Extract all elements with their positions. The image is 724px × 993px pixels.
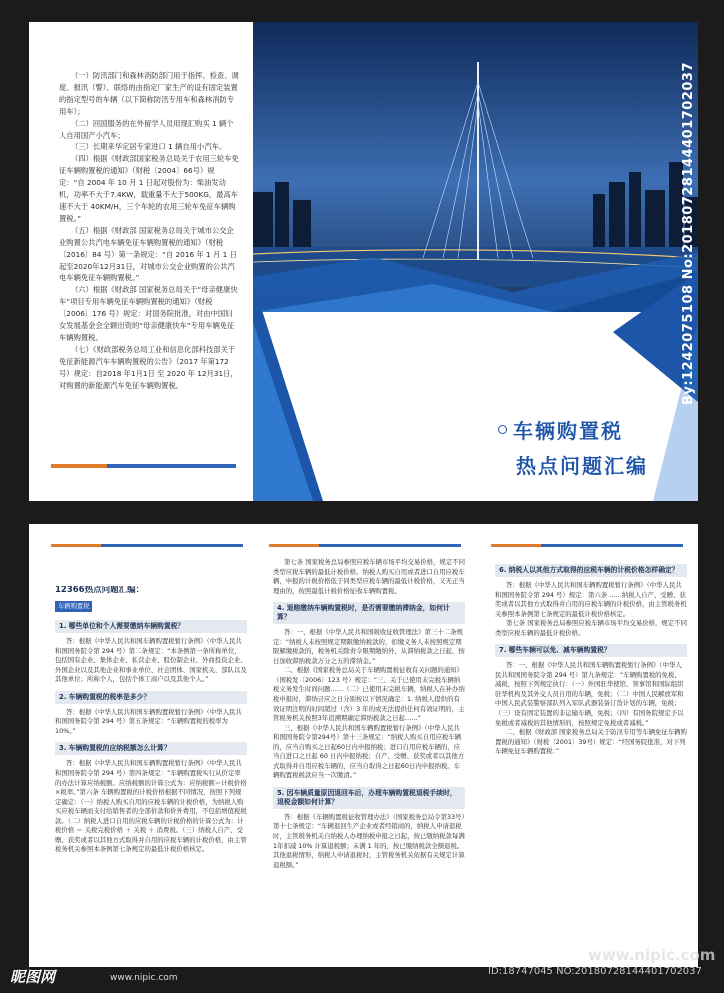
- faq-question: 1. 哪些单位和个人需要缴纳车辆购置税？: [55, 620, 247, 633]
- cover-watermark: By:1242075108 No:20180728144401702037: [681, 62, 696, 405]
- bullet-ring-icon: [498, 425, 507, 434]
- faq-answer: 答：根据《中华人民共和国车辆购置税暂行条例》（中华人民共和国国务院令第 294 号）第四条规定：“车辆购置税实行从价定率的办法计算应纳税额。应纳税额的计算公式为：应纳税额＝计税价格×税率。”第六条 车辆购置税的计税价格根据不同情况，按照下列规定确定：（一）纳税人购买自用的应税车辆的计税价格，为纳税人购买应税车辆而支付给销售者的全部价款和价外费用，不包括增值税税款。（二）纳税人进口自用的应税车辆的计税价格的计算公式为：计税价格 ＝ 关税完税价格 ＋ 关税 ＋ 消费税。（三）纳税人自产、受赠、获奖或者以其他方式取得并自用的应税车辆的计税价格，由主管税务机关参照本条例第七条规定的最低计税价格核定。: [55, 759, 247, 854]
- faq-answer: 答：一、根据《中华人民共和国车辆购置税暂行条例》（中华人民共和国国务院令第 294 号）第九条规定：“车辆购置税的免税、减税，按照下列规定执行：（一）外国驻华使馆、领事馆和国际组织驻华机构及其外交人员自用的车辆，免税；（二）中国人民解放军和中国人民武装警察部队列入军队武器装备订货计划的车辆，免税；（三）设有固定装置的非运输车辆，免税；（四）有国务院规定予以免税或者减税的其他情形的，按照规定免税或者减税。”: [495, 661, 684, 727]
- faq-answer: 答：根据《中华人民共和国车辆购置税暂行条例》（中华人民共和国国务院令第 294 号）第二条规定：“本条例第一条所称单位，包括国有企业、集体企业、私营企业、股份制企业、外商投资企业、外国企业以及其他企业和事业单位、社会团体、国家机关、部队以及其他单位；所称个人，包括个体工商户以及其他个人。”: [55, 637, 247, 684]
- faq-answer: 二、根据《国家税务总局关于车辆购置税征收有关问题的通知》（国税发〔2006〕123 号）规定：“三、关于已使用未完税车辆纳税义务发生时间问题……（二）已使用未完税车辆，纳税人在补办纳税申报时，滞纳금应之日分别按以下情况确定：1. 纳税人提供的有效证明注明的时间超过（含）3 年的或无法提供任何有效证明的，主管税务机关按照3年追溯期确定滞纳税款之日起……”: [273, 666, 465, 723]
- cover-title-line1: 车辆购置税: [513, 419, 623, 443]
- faq-header: 12366热点问题汇编：: [55, 586, 145, 595]
- faq-column-2: [273, 558, 465, 870]
- image-id-text: ID:18747045 NO:20180728144401702037: [488, 966, 702, 977]
- faq-column-1: [55, 586, 247, 855]
- faq-answer: 答：根据《中华人民共和国车辆购置税暂行条例》（中华人民共和国国务院令第 294 号）第五条规定：“车辆购置税的税率为10%。”: [55, 707, 242, 735]
- faq-question: 6. 纳税人以其他方式取得的应税车辆的计税价格怎样确定？: [495, 564, 687, 577]
- faq-question: 5. 因车辆质量原因退回车后，办理车辆购置税退税手续时，退税金额如何计算？: [273, 787, 465, 809]
- faq-question: 7. 哪些车辆可以免、减车辆购置税？: [495, 644, 687, 657]
- site-logo-url: www.nipic.com: [110, 973, 178, 983]
- site-logo: 昵图网: [10, 968, 56, 986]
- accent-strip: [51, 544, 243, 547]
- accent-strip: [491, 544, 683, 547]
- intro-paragraph: （七）《财政部税务总局工业和信息化部科技部关于免征新能源汽车车辆购置税的公告》（2017 年第172号）规定：自2018 年1月1日 至 2020 年 12月31日，对购置的新能源汽车免征车辆购置税。: [59, 344, 238, 390]
- brochure-back-panel: [29, 22, 253, 501]
- faq-answer: 第七条 国家税务总局参照应税车辆市场平均交易价格，规定不同类型应税车辆的最低计税价格。: [495, 619, 687, 637]
- faq-question: 4. 退赔缴纳车辆购置税时，是否需要缴纳滞纳金，如何计算？: [273, 602, 465, 624]
- intro-paragraph: （一）防汛部门和森林消防部门用于指挥、检查、调度、报汛（警）、联络的由指定厂家生产的设有固定装置的指定型号的车辆（以下简称防汛专用车和森林消防专用车）；: [59, 71, 239, 116]
- faq-answer: 第七条 国家税务总局参照应税车辆市场平均交易价格，规定不同类型应税车辆的最低计税价格。纳税人购买自用或者进口自用应税车辆，申报的计税价格低于同类型应税车辆的最低计税价格，又无正当理由的，按照最低计税价格征收车辆购置税。: [273, 558, 465, 595]
- intro-paragraph: （六）根据《财政部 国家税务总局关于“母亲健康快车”项目专用车辆免征车辆购置税的通知》（财税〔2006〕176 号）规定：对国务院批准，对由中国妇女发展基金会全额出资的“母亲健康快车”专用车辆免征车辆购置税。: [59, 285, 238, 342]
- faq-subheader: 车辆购置税: [55, 601, 92, 613]
- accent-strip: [51, 464, 236, 468]
- faq-answer: 答：一、根据《中华人民共和国税收征收管理法》第三十二条规定：“纳税人未按照规定期限缴纳税款的，扣缴义务人未按照规定期限解缴税款的，税务机关除责令限期缴纳外，从滞纳税款之日起，按日加收滞纳税款万分之五的滞纳金。”: [273, 628, 465, 665]
- intro-paragraph: （三）长期来华定居专家进口 1 辆自用小汽车。: [71, 142, 227, 152]
- cover-title-line2: 热点问题汇编: [516, 454, 648, 478]
- intro-paragraph: （二）回国服务的在外留学人员用现汇购买 1 辆个人自用国产小汽车；: [59, 118, 234, 140]
- intro-paragraph: （五）根据《财政部 国家税务总局关于城市公交企业购置公共汽电车辆免征车辆购置税的通知》（财税〔2016〕84 号）第一条规定：“自 2016 年 1 月 1 日起至2020年12月31日，对城市公交企业购置的公共汽电车辆免征车辆购置税。”: [59, 225, 237, 283]
- intro-paragraph: （四）根据《财政部国家税务总局关于农用三轮车免征车辆购置税的通知》（财税〔2004〕66号）规定：“自 2004 年 10 月 1 日起对股份为：柴油发动机，功率不大于7.4KW，载重量不大于500KG，最高车速不大于 40KM/H，三个车轮的农用三轮车免征车辆购置税。”: [59, 154, 239, 223]
- intro-text-block: [59, 70, 239, 391]
- cover-title: [498, 415, 648, 479]
- site-watermark: www.nipic.com: [588, 946, 716, 964]
- faq-answer: 答：根据《中华人民共和国车辆购置税暂行条例》（中华人民共和国国务院令第 294 号）规定：第六条 ……纳税人自产、受赠、获奖或者以其他方式取得并自用的应税车辆的计税价格，由主管税务机关参照本条例第七条规定的最低计税价格核定。: [495, 581, 687, 618]
- accent-strip: [269, 544, 461, 547]
- faq-answer: 三、根据《中华人民共和国车辆购置税暂行条例》（中华人民共和国国务院令第294号）第十三条规定：“纳税人购买自用应税车辆的，应当自购买之日起60日内申报纳税；进口自用应税车辆的，应当自进口之日起 60 日内申报纳税；自产、受赠、获奖或者以其他方式取得并自用应税车辆的，应当自取得之日起60日内申报纳税。车辆购置税税款应当一次缴清。”: [273, 723, 465, 780]
- faq-question: 2. 车辆购置税的税率是多少？: [55, 691, 247, 704]
- faq-column-3: [495, 558, 687, 757]
- brochure-inner-spread: [29, 524, 698, 967]
- faq-answer: 答：根据《车辆购置税征收管理办法》（国家税务总局令第33号）第十七条规定：“车辆退回生产企业或者经销商的，纳税人申请退税时，主管税务机关自纳税人办理纳税申报之日起，按已缴纳税款每满1年扣减 10% 计算退税额；未满 1 年的，按已缴纳税款全额退税。其他退税情形，纳税人申请退税时，主管税务机关依据有关规定计算退税额。”: [273, 812, 465, 869]
- faq-question: 3. 车辆购置税的应纳税额怎么计算？: [55, 742, 247, 755]
- faq-answer: 二、根据《财政部 国家税务总局关于防汛专用等车辆免征车辆购置税的通知》（财税〔2001〕39号）规定：“经国务院批准，对下列车辆免征车辆购置税：”: [495, 728, 687, 756]
